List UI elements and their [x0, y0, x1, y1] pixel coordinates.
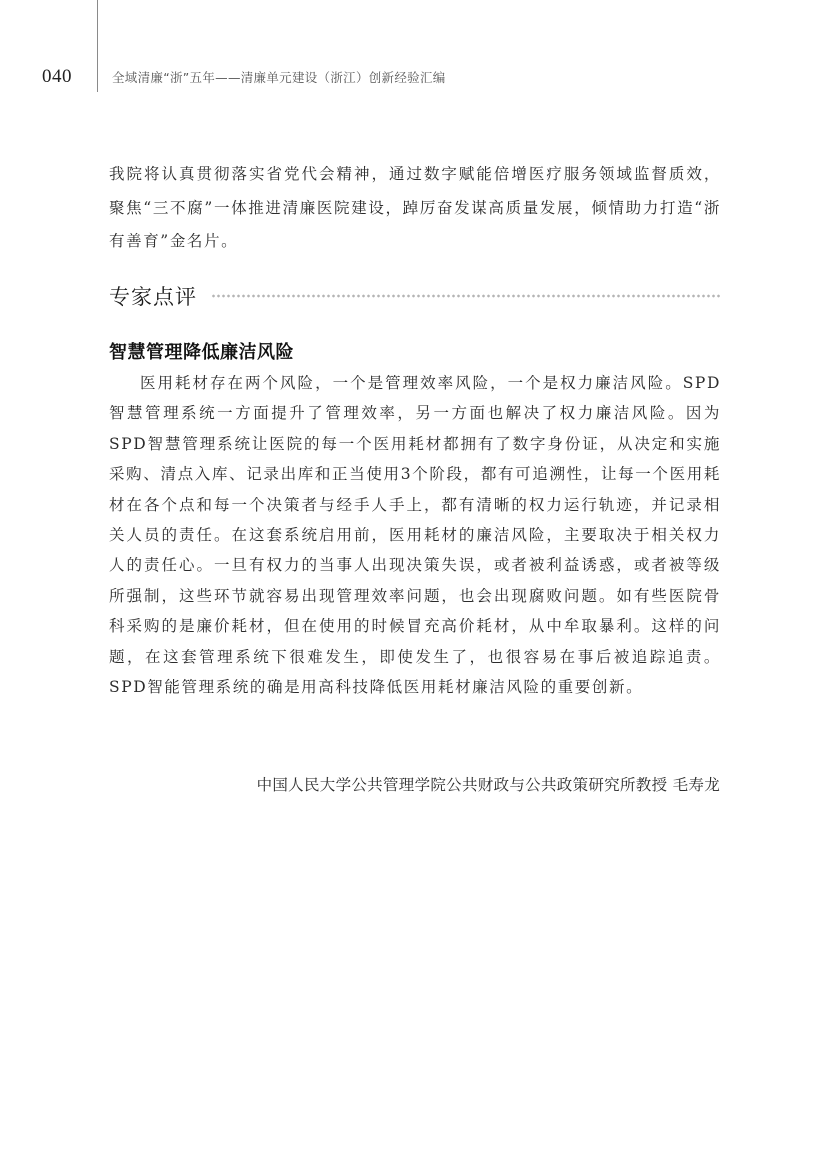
section-dotted-ornament [211, 293, 721, 299]
intro-paragraph: 我院将认真贯彻落实省党代会精神，通过数字赋能倍增医疗服务领域监督质效，聚焦“三不腐”一体推进清廉医院建设，踔厉奋发谋高质量发展，倾情助力打造“浙有善育”金名片。 [109, 165, 721, 250]
header-divider [97, 0, 98, 92]
expert-review-title: 智慧管理降低廉洁风险 [109, 342, 294, 363]
running-header-title: 全域清廉“浙”五年——清廉单元建设（浙江）创新经验汇编 [112, 70, 446, 85]
section-header [109, 279, 721, 313]
expert-attribution: 中国人民大学公共管理学院公共财政与公共政策研究所教授 毛寿龙 [256, 776, 720, 794]
page-number: 040 [42, 66, 72, 87]
section-title: 专家点评 [109, 285, 197, 309]
expert-review-body: 医用耗材存在两个风险，一个是管理效率风险，一个是权力廉洁风险。SPD智慧管理系统一方面提升了管理效率，另一方面也解决了权力廉洁风险。因为SPD智慧管理系统让医院的每一个医用耗材都拥有了数字身份证，从决定和实施采购、清点入库、记录出库和正当使用3个阶段，都有可追溯性，让每一个医用耗材在各个点和每一个决策者与经手人手上，都有清晰的权力运行轨迹，并记录相关人员的责任。在这套系统启用前，医用耗材的廉洁风险，主要取决于相关权力人的责任心。一旦有权力的当事人出现决策失误，或者被利益诱惑，或者被等级所强制，这些环节就容易出现管理效率问题，也会出现腐败问题。如有些医院骨科采购的是廉价耗材，但在使用的时候冒充高价耗材，从中牟取暴利。这样的问题，在这套管理系统下很难发生，即使发生了，也很容易在事后被追踪追责。SPD智能管理系统的确是用高科技降低医用耗材廉洁风险的重要创新。 [109, 374, 721, 697]
